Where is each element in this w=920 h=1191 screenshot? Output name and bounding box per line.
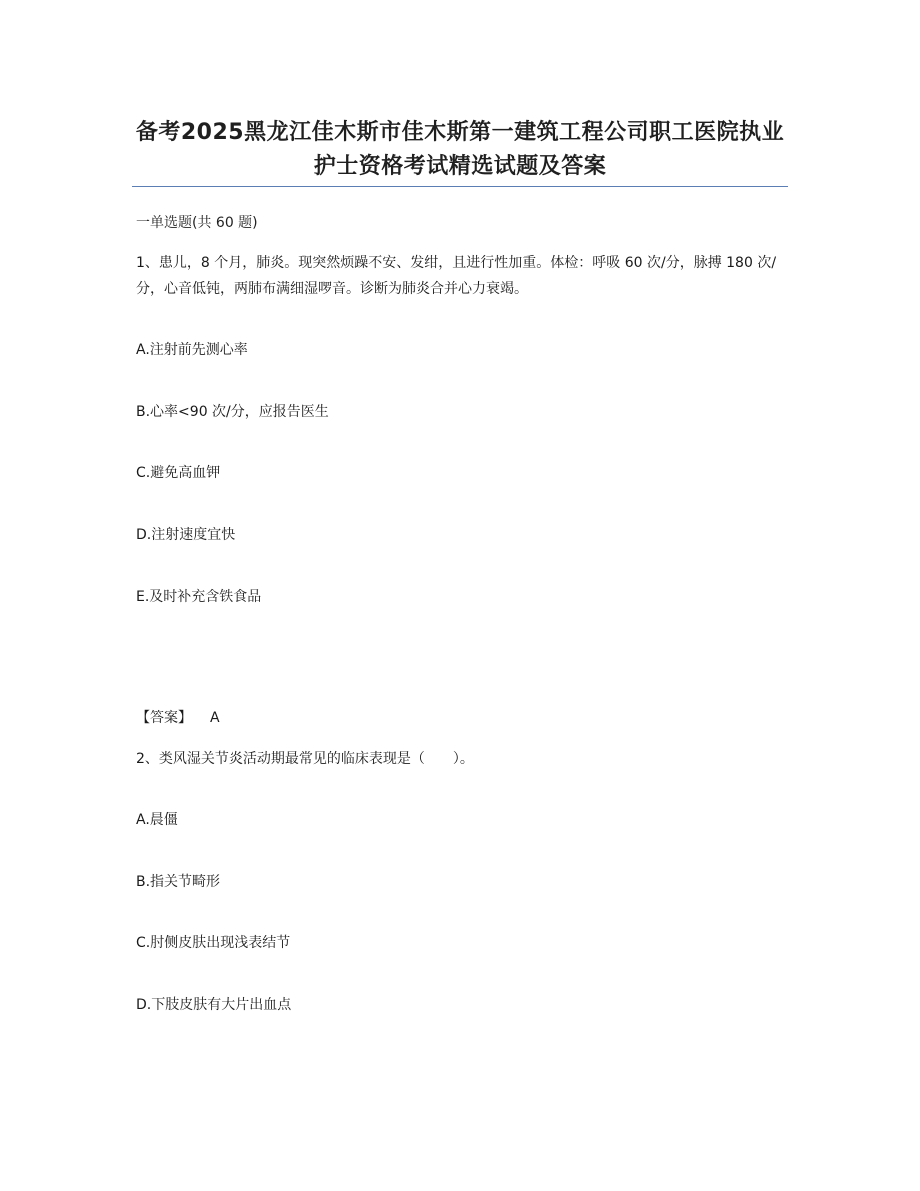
document-title: 备考2025黑龙江佳木斯市佳木斯第一建筑工程公司职工医院执业护士资格考试精选试题及答案 bbox=[135, 120, 785, 179]
section-heading: 一单选题(共 60 题) bbox=[136, 215, 258, 231]
question-2-option-c: C.肘侧皮肤出现浅表结节 bbox=[136, 935, 291, 951]
question-1-option-d: D.注射速度宜快 bbox=[136, 527, 236, 543]
answer-value: A bbox=[210, 710, 220, 726]
question-1-answer bbox=[136, 708, 220, 728]
question-1-option-e: E.及时补充含铁食品 bbox=[136, 589, 262, 605]
question-1-option-a: A.注射前先测心率 bbox=[136, 342, 248, 358]
question-1-option-b: B.心率<90 次/分，应报告医生 bbox=[136, 404, 329, 420]
question-2-text: 2、类风湿关节炎活动期最常见的临床表现是（ ）。 bbox=[136, 751, 474, 767]
title-divider bbox=[132, 186, 788, 187]
question-2-option-b: B.指关节畸形 bbox=[136, 874, 221, 890]
question-2-option-a: A.晨僵 bbox=[136, 812, 178, 828]
question-1-option-c: C.避免高血钾 bbox=[136, 465, 221, 481]
question-1-text: 1、患儿，8 个月，肺炎。现突然烦躁不安、发绀，且进行性加重。体检：呼吸 60 次/分，脉搏 180 次/分，心音低钝，两肺布满细湿啰音。诊断为肺炎合并心力衰竭。 bbox=[136, 255, 777, 297]
answer-label: 【答案】 bbox=[136, 710, 192, 726]
question-2-option-d: D.下肢皮肤有大片出血点 bbox=[136, 997, 292, 1013]
